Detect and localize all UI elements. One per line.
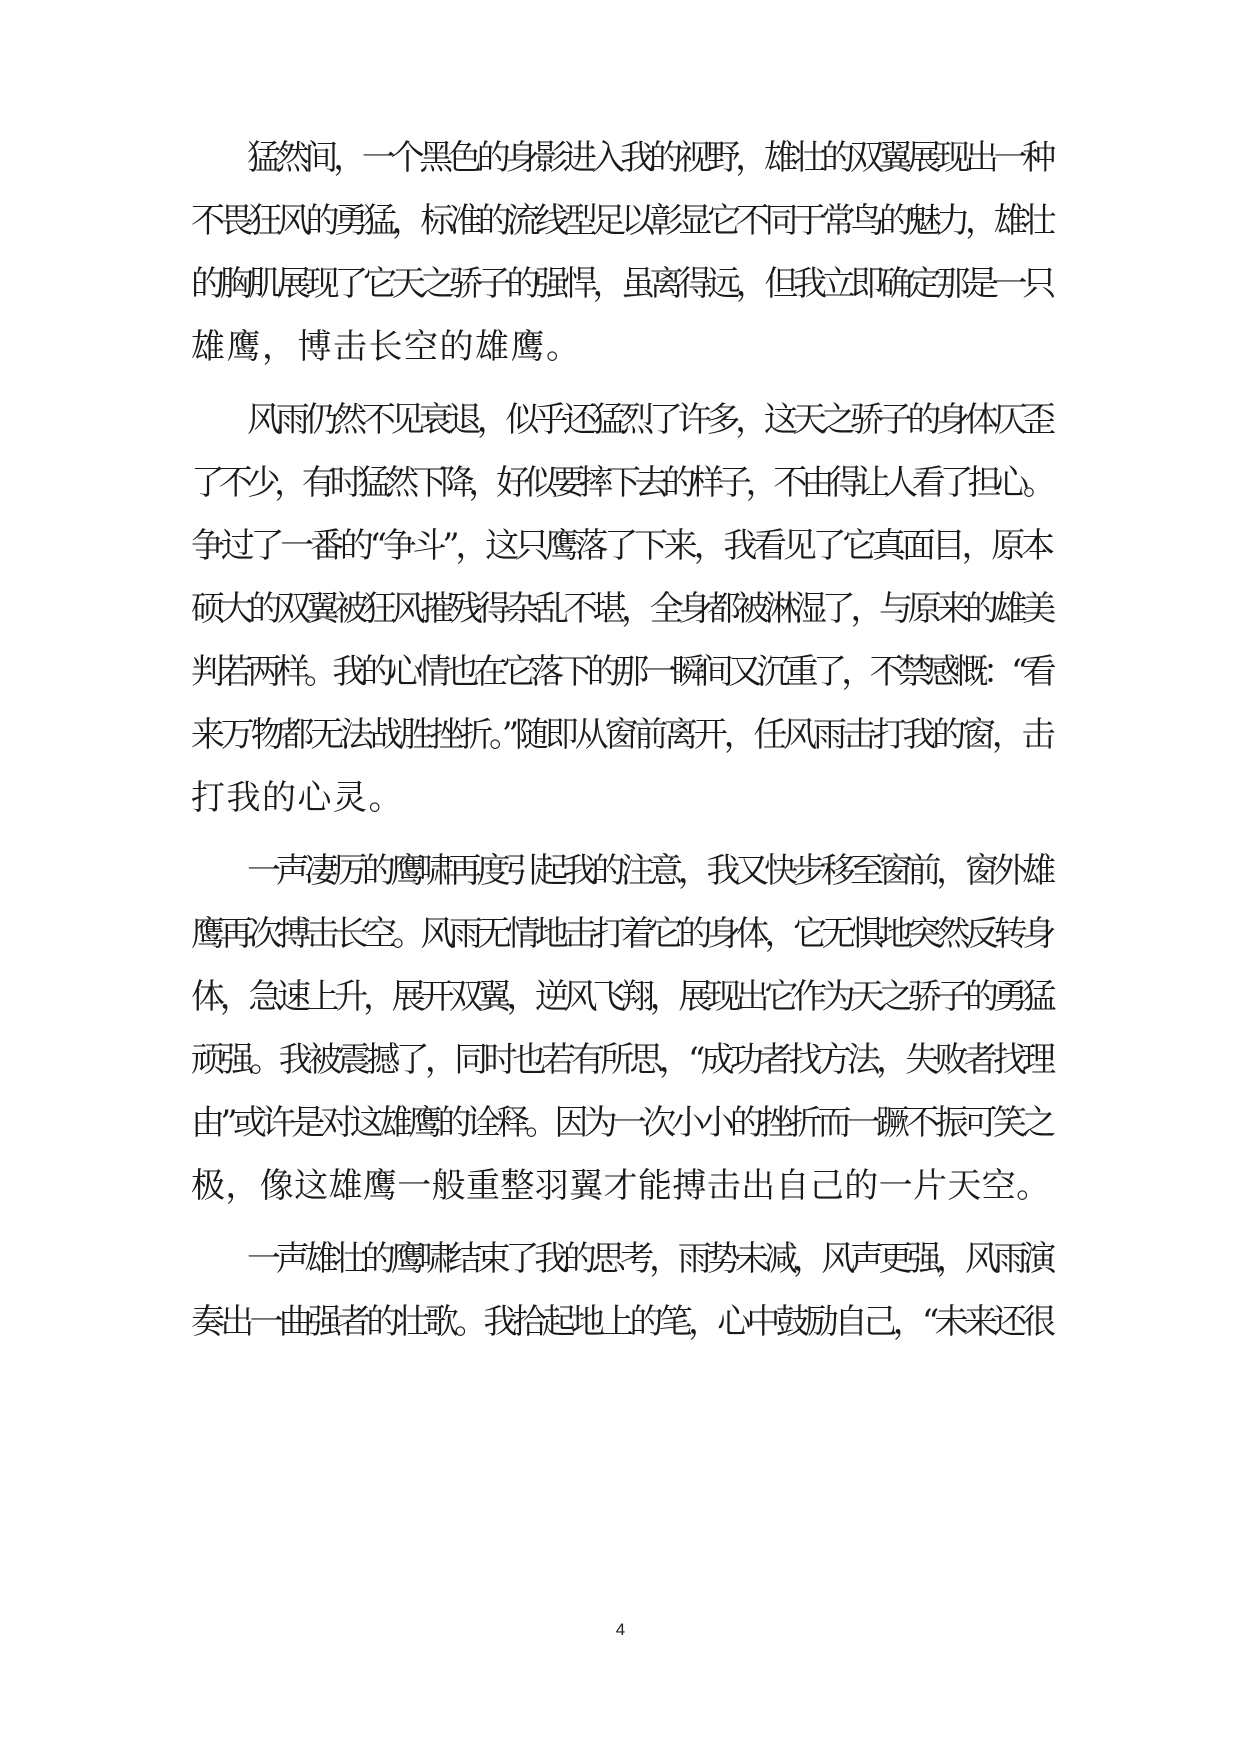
text-line: 一声雄壮的鹰啸结束了我的思考，雨势未减，风声更强，风雨演 — [247, 1239, 1051, 1279]
text-line: 极，像这雄鹰一般重整羽翼才能搏击出自己的一片天空。 — [191, 1166, 1051, 1206]
text-line: 鹰再次搏击长空。风雨无情地击打着它的身体，它无惧地突然反转身 — [191, 914, 1051, 954]
text-line: 雄鹰，博击长空的雄鹰。 — [191, 327, 582, 367]
text-line: 不畏狂风的勇猛，标准的流线型足以彰显它不同于常鸟的魅力，雄壮 — [191, 201, 1051, 241]
text-line: 顽强。我被震撼了，同时也若有所思，“成功者找方法，失败者找理 — [191, 1040, 1052, 1080]
page-number: 4 — [615, 1620, 626, 1639]
text-line: 争过了一番的“争斗”，这只鹰落了下来，我看见了它真面目，原本 — [191, 526, 1051, 566]
text-line: 体，急速上升，展开双翼，逆风飞翔，展现出它作为天之骄子的勇猛 — [191, 977, 1051, 1017]
text-line: 了不少，有时猛然下降，好似要摔下去的样子，不由得让人看了担心。 — [191, 463, 1051, 503]
text-line: 打我的心灵。 — [191, 778, 404, 818]
text-line: 来万物都无法战胜挫折。”随即从窗前离开，任风雨击打我的窗，击 — [191, 715, 1052, 755]
text-line: 判若两样。我的心情也在它落下的那一瞬间又沉重了，不禁感慨：“看 — [191, 652, 1051, 692]
text-line: 一声凄厉的鹰啸再度引起我的注意，我又快步移至窗前，窗外雄 — [247, 851, 1051, 891]
text-line: 硕大的双翼被狂风摧残得杂乱不堪，全身都被淋湿了，与原来的雄美 — [191, 589, 1051, 629]
text-line: 的胸肌展现了它天之骄子的强悍，虽离得远，但我立即确定那是一只 — [191, 264, 1051, 304]
text-line: 奏出一曲强者的壮歌。我拾起地上的笔，心中鼓励自己，“未来还很 — [191, 1302, 1052, 1342]
text-line: 猛然间，一个黑色的身影进入我的视野，雄壮的双翼展现出一种 — [247, 138, 1051, 178]
text-line: 风雨仍然不见衰退，似乎还猛烈了许多，这天之骄子的身体仄歪 — [247, 400, 1051, 440]
text-line: 由”或许是对这雄鹰的诠释。因为一次小小的挫折而一蹶不振可笑之 — [191, 1103, 1052, 1143]
